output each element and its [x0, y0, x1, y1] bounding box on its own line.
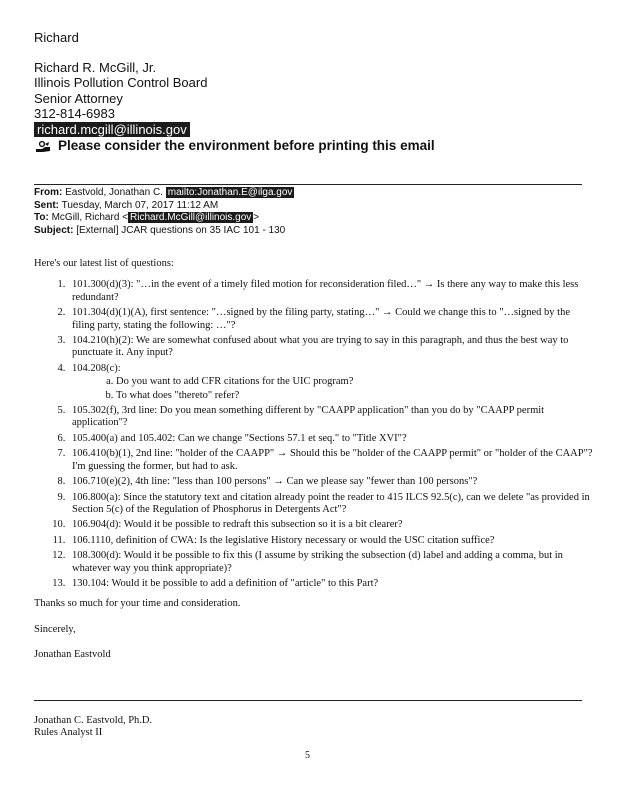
- signature-title: Senior Attorney: [34, 90, 123, 106]
- sub-question-list: [72, 376, 594, 402]
- subject-row: Subject: [External] JCAR questions on 35 IAC 101 - 130: [34, 224, 286, 236]
- to-value: McGill, Richard <: [51, 212, 128, 223]
- signature-organization: Illinois Pollution Control Board: [34, 75, 208, 90]
- sent-value: Tuesday, March 07, 2017 11:12 AM: [61, 199, 219, 211]
- subject-value: [External] JCAR questions on 35 IAC 101 - 130: [76, 224, 286, 236]
- page-number: 5: [305, 750, 310, 761]
- from-email-link[interactable]: mailto:Jonathan.E@ilga.gov: [167, 187, 293, 198]
- signature-phone: 312-814-6983: [34, 106, 115, 121]
- closing-text: Sincerely,: [34, 623, 76, 635]
- question-item: 6. 105.400(a) and 105.402: Can we change "Sections 57.1 et seq." to "Title XVI"?: [68, 433, 594, 445]
- question-item: 3. 104.210(h)(2): We are somewhat confused about what you are trying to say in this paragraph, and thus the best way to punctuate it. Any input?: [68, 335, 594, 360]
- question-item: 1. 101.300(d)(3): "…in the event of a timely filed motion for reconsideration filed…" → Is there any way to make this less redundant?: [68, 279, 594, 304]
- thanks-text: Thanks so much for your time and consideration.: [34, 598, 241, 610]
- question-item: 5. 105.302(f), 3rd line: Do you mean something different by "CAAPP application" than you do by "CAAPP permit application"?: [68, 405, 594, 430]
- environment-note: [34, 138, 594, 154]
- question-item: 12. 108.300(d): Would it be possible to fix this (I assume by striking the subsection (d) label and adding a comma, but in whatever way you think appropriate)?: [68, 550, 594, 575]
- to-email-link[interactable]: Richard.McGill@illinois.gov: [130, 212, 252, 223]
- question-item: 4. 104.208(c): a. Do you want to add CFR citations for the UIC program? b. To what does "thereto" refer?: [68, 363, 594, 402]
- question-item: 2. 101.304(d)(1)(A), first sentence: "…signed by the filing party, stating…" → Could we change this to "…signed by the filing party, stating the following: …"?: [68, 307, 594, 332]
- signature-block: [34, 30, 594, 154]
- signature-first-name: Richard: [34, 30, 79, 45]
- question-item: 8. 106.710(e)(2), 4th line: "less than 100 persons" → Can we please say "fewer than 100 persons"?: [68, 476, 594, 488]
- footer-signature: [34, 715, 152, 740]
- question-item: 7. 106.410(b)(1), 2nd line: "holder of the CAAPP" → Should this be "holder of the CAAPP permit" or "holder of the CAAP"? I'm guessing the former, but had to ask.: [68, 448, 594, 473]
- from-row: From: Eastvold, Jonathan C. mailto:Jonathan.E@ilga.gov: [34, 187, 293, 198]
- question-item: 11. 106.1110, definition of CWA: Is the legislative History necessary or would the USC citation suffice?: [68, 535, 594, 547]
- sub-question-item: b. To what does "thereto" refer?: [116, 390, 594, 402]
- question-list: [34, 279, 594, 590]
- from-value: Eastvold, Jonathan C.: [65, 187, 163, 198]
- signer-name: Jonathan Eastvold: [34, 649, 111, 661]
- header-divider: [34, 184, 582, 185]
- email-header: [34, 187, 594, 237]
- to-row: To: McGill, Richard < Richard.McGill@illinois.gov >: [34, 212, 260, 223]
- signature-email-link[interactable]: richard.mcgill@illinois.gov: [34, 122, 190, 137]
- question-item: 9. 106.800(a): Since the statutory text and citation already point the reader to 415 ILCS 92.5(c), can we delete "as provided in Section 5(c) of the Regulation of Phosphorus in Detergents Act"?: [68, 492, 594, 517]
- footer-divider: [34, 700, 582, 701]
- question-item: 13. 130.104: Would it be possible to add a definition of "article" to this Part?: [68, 578, 594, 590]
- email-body: [34, 258, 594, 662]
- footer-title: Rules Analyst II: [34, 727, 103, 739]
- signature-full-name: Richard R. McGill, Jr.: [34, 59, 157, 75]
- recycle-hand-icon: [34, 138, 54, 154]
- question-item: 10. 106.904(d): Would it be possible to redraft this subsection so it is a bit clearer?: [68, 519, 594, 531]
- footer-name: Jonathan C. Eastvold, Ph.D.: [34, 715, 153, 726]
- sent-row: Sent: Tuesday, March 07, 2017 11:12 AM: [34, 199, 219, 211]
- environment-note-text: Please consider the environment before printing this email: [58, 138, 435, 154]
- sub-question-item: a. Do you want to add CFR citations for the UIC program?: [116, 376, 594, 388]
- intro-text: Here's our latest list of questions:: [34, 258, 174, 269]
